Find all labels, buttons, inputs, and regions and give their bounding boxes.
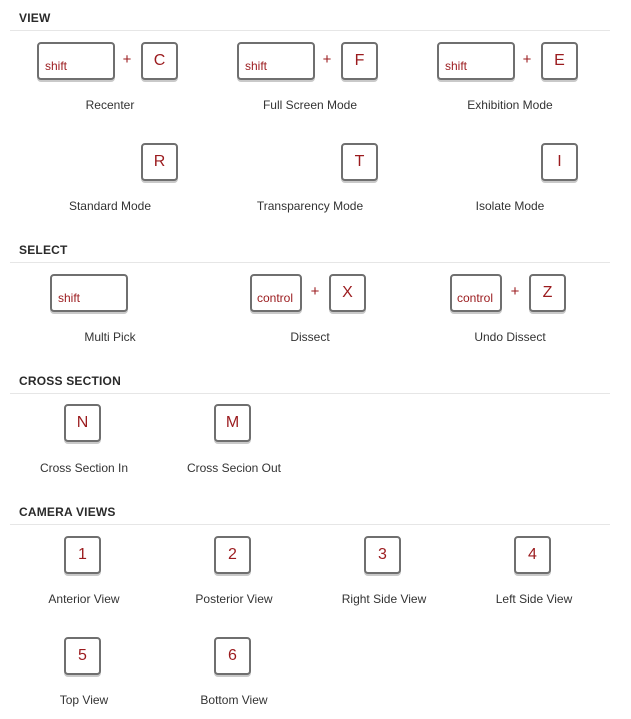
key-2: 2 [214, 536, 251, 574]
m-key: M [214, 404, 251, 442]
cross-section-in-label: Cross Section In [39, 461, 129, 475]
key-1: 1 [64, 536, 101, 574]
cross-section-out-label: Cross Secion Out [186, 461, 282, 475]
plus-sign: + [122, 51, 132, 68]
bottom-view-label: Bottom View [200, 693, 268, 707]
undo-dissect-label: Undo Dissect [474, 330, 546, 344]
key-3: 3 [364, 536, 401, 574]
i-key: I [541, 143, 578, 181]
dissect-label: Dissect [290, 330, 330, 344]
t-key: T [341, 143, 378, 181]
section-title-view: VIEW [19, 11, 51, 25]
left-side-view-label: Left Side View [495, 592, 573, 606]
plus-sign: + [322, 51, 332, 68]
key-6: 6 [214, 637, 251, 675]
section-divider [10, 262, 610, 263]
n-key: N [64, 404, 101, 442]
shift-key: shift [437, 42, 515, 80]
e-key: E [541, 42, 578, 80]
section-title-camera-views: CAMERA VIEWS [19, 505, 116, 519]
transparency-mode-label: Transparency Mode [256, 199, 364, 213]
c-key: C [141, 42, 178, 80]
section-divider [10, 524, 610, 525]
control-key: control [450, 274, 502, 312]
plus-sign: + [310, 283, 320, 300]
section-divider [10, 393, 610, 394]
anterior-view-label: Anterior View [48, 592, 120, 606]
recenter-label: Recenter [85, 98, 135, 112]
exhibition-mode-label: Exhibition Mode [467, 98, 553, 112]
standard-mode-label: Standard Mode [68, 199, 152, 213]
section-title-cross-section: CROSS SECTION [19, 374, 121, 388]
posterior-view-label: Posterior View [195, 592, 273, 606]
section-title-select: SELECT [19, 243, 68, 257]
key-5: 5 [64, 637, 101, 675]
right-side-view-label: Right Side View [341, 592, 427, 606]
plus-sign: + [510, 283, 520, 300]
shift-key: shift [37, 42, 115, 80]
x-key: X [329, 274, 366, 312]
plus-sign: + [522, 51, 532, 68]
control-key: control [250, 274, 302, 312]
top-view-label: Top View [59, 693, 109, 707]
multi-pick-label: Multi Pick [84, 330, 136, 344]
section-divider [10, 30, 610, 31]
z-key: Z [529, 274, 566, 312]
key-4: 4 [514, 536, 551, 574]
isolate-mode-label: Isolate Mode [475, 199, 545, 213]
r-key: R [141, 143, 178, 181]
shift-key: shift [50, 274, 128, 312]
f-key: F [341, 42, 378, 80]
shift-key: shift [237, 42, 315, 80]
full-screen-mode-label: Full Screen Mode [262, 98, 358, 112]
